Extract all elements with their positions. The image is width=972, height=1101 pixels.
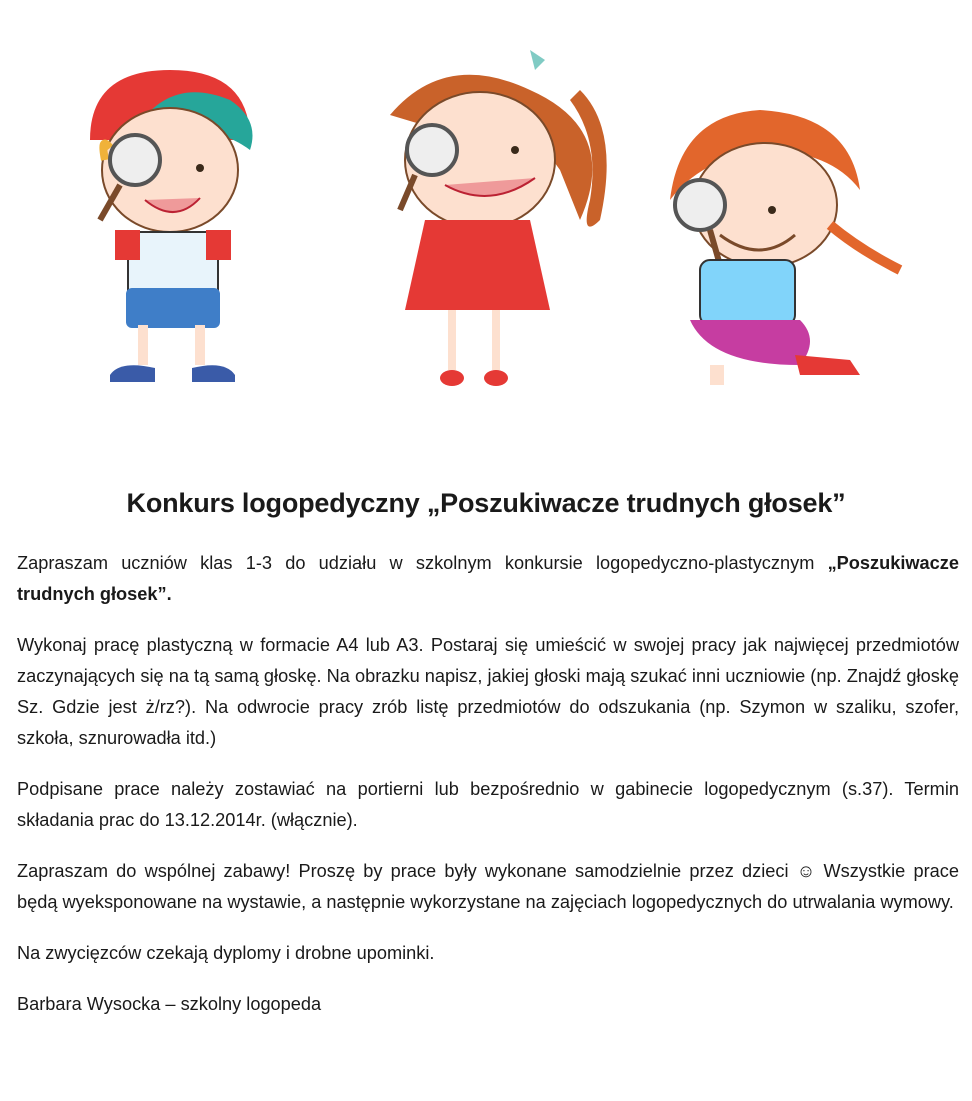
document-body <box>17 548 959 1040</box>
invitation-text: Zapraszam uczniów klas 1-3 do udziału w szkolnym konkursie logopedyczno-plastycznym <box>17 553 828 573</box>
girl-with-magnifier-icon <box>390 50 607 386</box>
signature: Barbara Wysocka – szkolny logopeda <box>17 994 322 1014</box>
paragraph-exhibition: Zapraszam do wspólnej zabawy! Proszę by prace były wykonane samodzielnie przez dzieci ☺ Wszystkie prace będą wyeksponowane na wystawie, a następnie wykorzystane na zajęciach logopedycznych do utrwalania wymowy. <box>17 861 959 912</box>
kneeling-girl-with-magnifier-icon <box>670 110 900 385</box>
page-title: Konkurs logopedyczny „Poszukiwacze trudnych głosek” <box>126 488 846 518</box>
boy-with-magnifier-icon <box>90 70 253 382</box>
contest-name-bold: „Poszukiwacze trudnych głosek”. <box>17 553 959 604</box>
paragraph-instructions: Wykonaj pracę plastyczną w formacie A4 lub A3. Postaraj się umieścić w swojej pracy jak najwięcej przedmiotów zaczynających się na tą samą głoskę. Na obrazku napisz, jakiej głoski mają szukać inni uczniowie (np. Znajdź głoskę Sz. Gdzie jest ż/rz?). Na odwrocie pracy zrób listę przedmiotów do odszukania (np. Szymon w szaliku, szofer, szkoła, sznurowadła itd.) <box>17 635 959 748</box>
paragraph-prizes: Na zwycięzców czekają dyplomy i drobne upominki. <box>17 943 435 963</box>
paragraph-invitation <box>17 548 959 610</box>
children-illustration <box>60 20 930 420</box>
paragraph-submission: Podpisane prace należy zostawiać na portierni lub bezpośrednio w gabinecie logopedycznym (s.37). Termin składania prac do 13.12.2014r. (włącznie). <box>17 779 959 830</box>
